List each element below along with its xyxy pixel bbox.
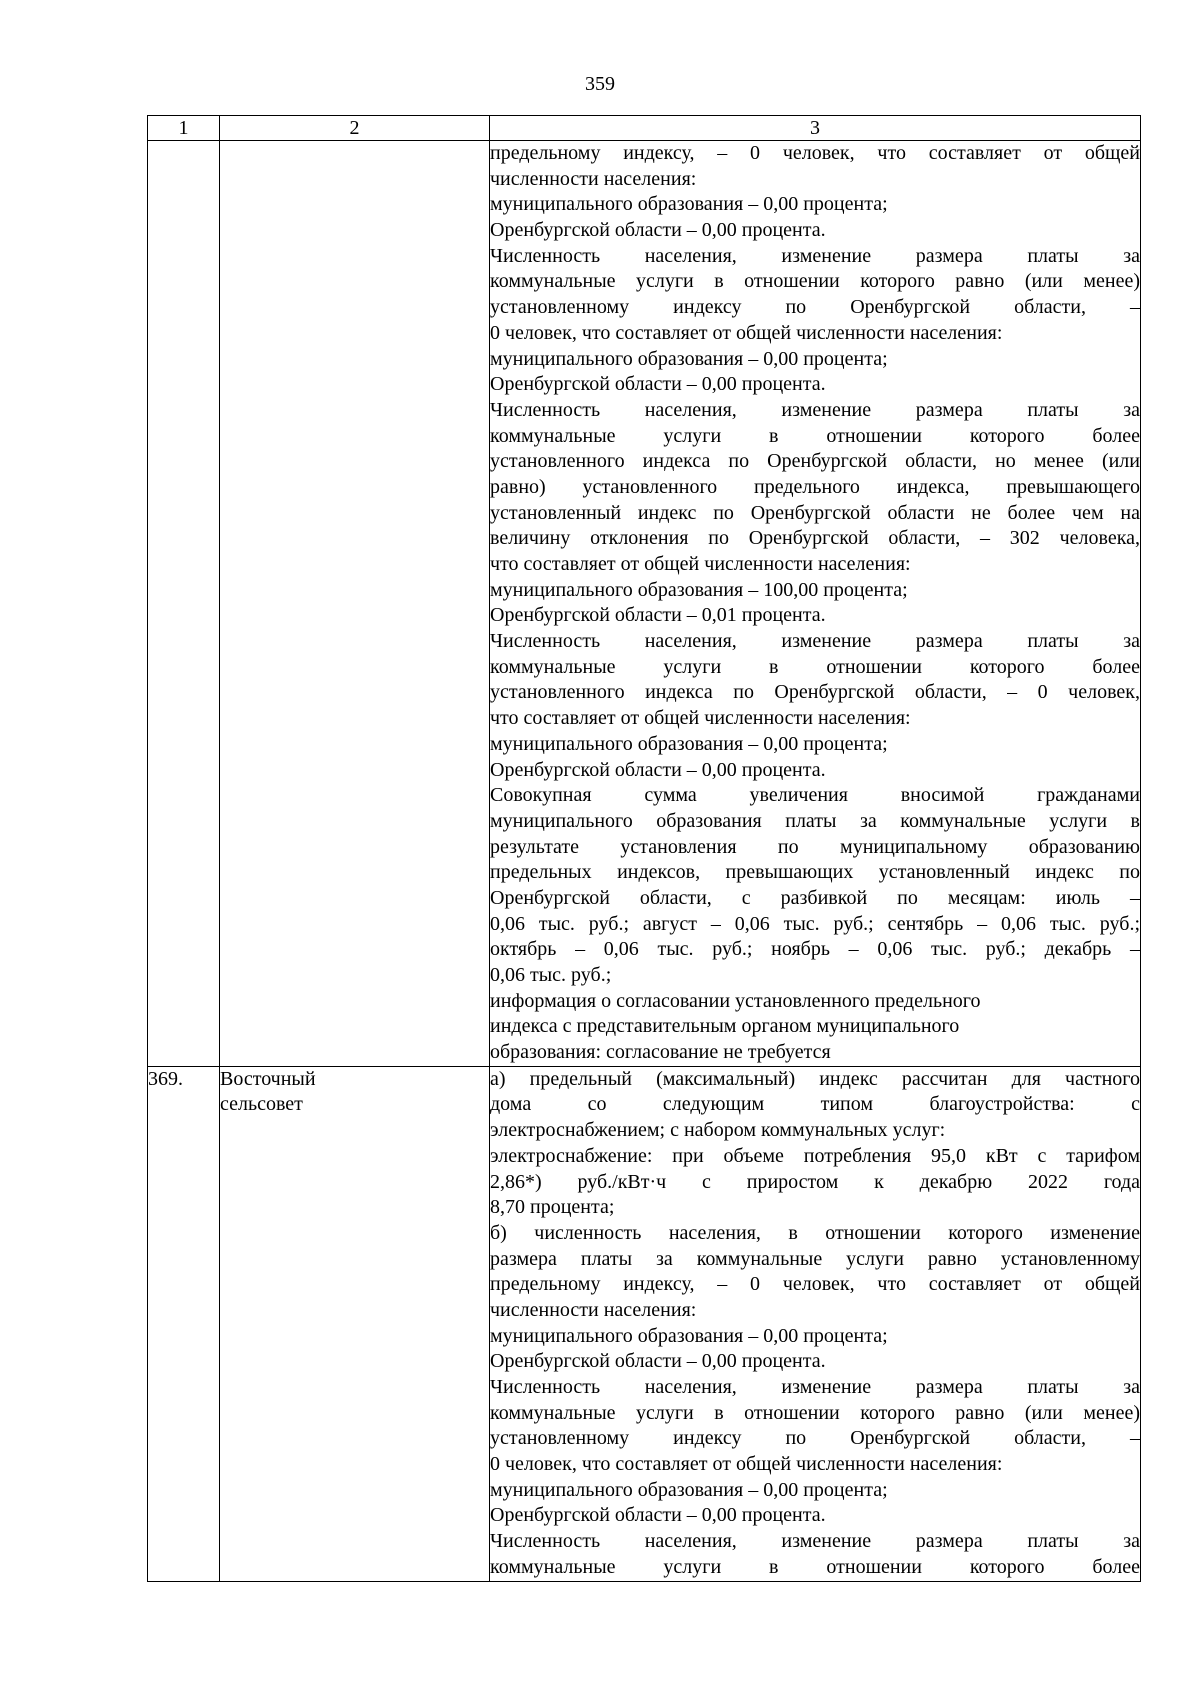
table-row [148,1066,1141,1581]
description-line: предельных индексов, превышающих установленный индекс по [490,861,1140,884]
description-line: муниципального образования – 100,00 процента; [490,578,908,601]
description-line: октябрь – 0,06 тыс. руб.; ноябрь – 0,06 тыс. руб.; декабрь – [490,938,1140,961]
municipality-cell [220,1066,490,1581]
description-line: 0,06 тыс. руб.; август – 0,06 тыс. руб.; сентябрь – 0,06 тыс. руб.; [490,912,1140,935]
description-line: 8,70 процента; [490,1196,615,1219]
description-line: результате установления по муниципальному образованию [490,835,1140,858]
description-line: Оренбургской области – 0,00 процента. [490,758,826,781]
description-line: установленного индекса по Оренбургской области, – 0 человек, [490,681,1140,704]
description-line: муниципального образования – 0,00 процента; [490,347,888,370]
description-line: численности населения: [490,167,697,190]
description-line: а) предельный (максимальный) индекс рассчитан для частного [490,1067,1140,1090]
description-line: коммунальные услуги в отношении которого более [490,655,1140,678]
description-line: установленному индексу по Оренбургской области, – [490,1427,1140,1450]
municipality-cell [220,141,490,1067]
page-number: 359 [585,73,615,95]
description-line: Оренбургской области – 0,01 процента. [490,604,826,627]
description-line: величину отклонения по Оренбургской области, – 302 человека, [490,527,1140,550]
description-line: Оренбургской области – 0,00 процента. [490,373,826,396]
column-header-3: 3 [490,116,1141,141]
description-line: Численность населения, изменение размера платы за [490,398,1140,421]
description-line: предельному индексу, – 0 человек, что составляет от общей [490,1273,1140,1296]
description-line: муниципального образования – 0,00 процента; [490,193,888,216]
description-line: Совокупная сумма увеличения вносимой гражданами [490,784,1140,807]
description-line: дома со следующим типом благоустройства: с [490,1093,1140,1116]
document-table [147,115,1141,1582]
row-number-cell [148,1066,220,1581]
description-line: образования: согласование не требуется [490,1041,831,1064]
column-header-2: 2 [220,116,490,141]
description-line: Численность населения, изменение размера платы за [490,630,1140,653]
description-line: равно) установленного предельного индекса, превышающего [490,475,1140,498]
description-line: установленный индекс по Оренбургской области не более чем на [490,501,1140,524]
description-line: 2,86*) руб./кВт·ч с приростом к декабрю 2022 года [490,1170,1140,1193]
description-line: установленному индексу по Оренбургской области, – [490,296,1140,319]
description-line: Численность населения, изменение размера платы за [490,244,1140,267]
description-line: Оренбургской области, с разбивкой по месяцам: июль – [490,886,1140,909]
description-cell [490,1066,1141,1581]
description-line: муниципального образования – 0,00 процента; [490,1324,888,1347]
description-line: 0,06 тыс. руб.; [490,964,612,986]
description-line: что составляет от общей численности населения: [490,553,911,575]
municipality-name-line: сельсовет [220,1093,303,1116]
description-line: Оренбургской области – 0,00 процента. [490,1504,826,1527]
description-line: предельному индексу, – 0 человек, что составляет от общей [490,142,1140,164]
description-line: муниципального образования – 0,00 процента; [490,732,888,755]
description-line: размера платы за коммунальные услуги равно установленному [490,1247,1140,1270]
description-cell [490,141,1141,1067]
description-line: муниципального образования – 0,00 процента; [490,1478,888,1501]
description-line: коммунальные услуги в отношении которого равно (или менее) [490,270,1140,293]
description-line: коммунальные услуги в отношении которого более [490,1555,1140,1578]
description-line: б) численность населения, в отношении которого изменение [490,1221,1140,1244]
description-line: электроснабжение: при объеме потребления 95,0 кВт с тарифом [490,1144,1140,1167]
municipality-name-line: Восточный [220,1067,316,1090]
description-line: 0 человек, что составляет от общей численности населения: [490,321,1003,344]
description-line: индекса с представительным органом муниципального [490,1015,960,1038]
description-line: электроснабжением; с набором коммунальных услуг: [490,1119,946,1142]
description-line: Численность населения, изменение размера платы за [490,1530,1140,1553]
table-header-row [148,116,1141,141]
row-number [148,141,219,167]
description-line: информация о согласовании установленного предельного [490,989,981,1012]
description-line: муниципального образования платы за коммунальные услуги в [490,809,1140,832]
description-line: 0 человек, что составляет от общей численности населения: [490,1453,1003,1476]
description-line: Оренбургской области – 0,00 процента. [490,219,826,242]
row-number: 369. [148,1067,183,1090]
description-line: Оренбургской области – 0,00 процента. [490,1350,826,1373]
description-line: коммунальные услуги в отношении которого более [490,424,1140,447]
row-number-cell [148,141,220,1067]
column-header-1: 1 [148,116,220,141]
description-line: коммунальные услуги в отношении которого равно (или менее) [490,1401,1140,1424]
description-line: установленного индекса по Оренбургской области, но менее (или [490,450,1140,473]
description-line: численности населения: [490,1298,697,1321]
description-line: Численность населения, изменение размера платы за [490,1376,1140,1398]
table-row [148,141,1141,1067]
description-line: что составляет от общей численности населения: [490,707,911,730]
